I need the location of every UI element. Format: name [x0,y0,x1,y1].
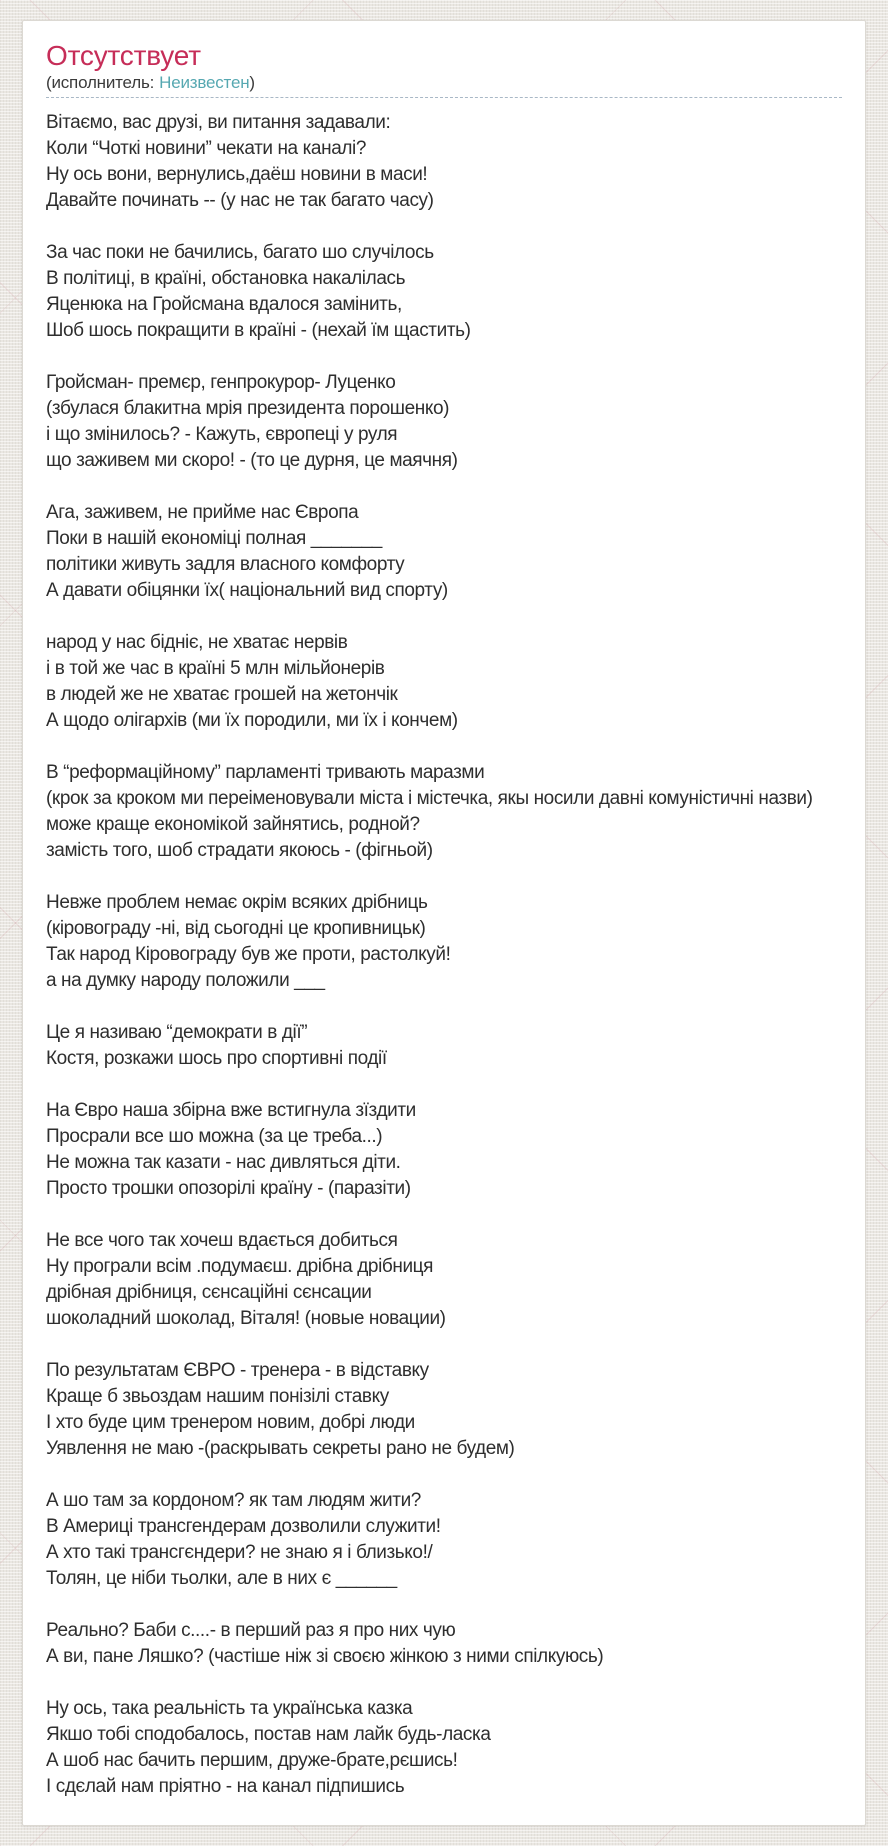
lyric-line: На Євро наша збірна вже встигнула зїздити [46,1100,416,1121]
lyric-line: Ага, заживем, не прийме нас Європа [46,502,359,523]
lyric-line: А хто такі трансгєндери? не знаю я і близько!/ [46,1542,433,1563]
lyric-line: В політиці, в країні, обстановка накалілась [46,268,406,289]
lyric-line: Ну ось вони, вернулись,даёш новини в маси! [46,164,428,185]
lyric-line: І хто буде цим тренером новим, добрі люди [46,1412,415,1433]
lyrics-text [46,110,842,1800]
lyric-line: і в той же час в країні 5 млн мільйонерів [46,658,385,679]
lyric-line: політики живуть задля власного комфорту [46,554,405,575]
stanza [46,1098,842,1202]
stanza [46,760,842,864]
lyric-line: За час поки не бачились, багато шо случілось [46,242,434,263]
artist-line [46,73,842,93]
lyric-line: в людей же не хватає грошей на жетончік [46,684,398,705]
lyric-line: Невже проблем немає окрім всяких дрібниць [46,892,428,913]
lyric-line: що заживем ми скоро! - (то це дурня, це маячня) [46,450,458,471]
lyrics-card [22,20,866,1826]
lyric-line: Реально? Баби с....- в перший раз я про них чую [46,1620,456,1641]
lyric-line: Просрали все шо можна (за це треба...) [46,1126,383,1147]
lyric-line: Це я називаю “демократи в дії” [46,1022,308,1043]
lyric-line: По результатам ЄВРО - тренера - в відставку [46,1360,429,1381]
lyric-line: Яценюка на Гройсмана вдалося замінить, [46,294,402,315]
song-title: Отсутствует [46,40,201,71]
lyric-line: Поки в нашій економіці полная _______ [46,528,382,549]
stanza [46,890,842,994]
lyric-line: Ну ось, така реальність та українська казка [46,1698,413,1719]
lyric-line: Не можна так казати - нас дивляться діти. [46,1152,401,1173]
header-separator [46,97,842,98]
lyric-line: шоколадний шоколад, Віталя! (новые новации) [46,1308,446,1329]
lyric-line: дрібная дрібниця, сєнсаційні сєнсации [46,1282,372,1303]
artist-link[interactable]: Неизвестен [159,73,250,92]
lyric-line: (крок за кроком ми переіменовували міста і містечка, якы носили давні комуністичні назви) [46,788,813,809]
lyric-line: замість того, шоб страдати якоюсь - (фігньой) [46,840,433,861]
lyric-line: Гройсман- премєр, генпрокурор- Луценко [46,372,396,393]
lyric-line: Ну програли всім .подумаєш. дрібна дрібниця [46,1256,434,1277]
lyric-line: (кіровограду -ні, від сьогодні це кропивницьк) [46,918,426,939]
stanza [46,1228,842,1332]
lyric-line: Шоб шось покращити в країні - (нехай їм щастить) [46,320,471,341]
stanza [46,500,842,604]
stanza [46,370,842,474]
lyric-line: Вітаємо, вас друзі, ви питання задавали: [46,112,391,133]
lyric-line: В Америці трансгендерам дозволили служити! [46,1516,441,1537]
stanza [46,240,842,344]
lyric-line: народ у нас бідніє, не хватає нервів [46,632,348,653]
lyric-line: Краще б звьоздам нашим понізілі ставку [46,1386,389,1407]
lyric-line: В “реформаційному” парламенті тривають маразми [46,762,485,783]
stanza [46,1020,842,1072]
stanza [46,110,842,214]
lyric-line: Толян, це ніби тьолки, але в них є ______ [46,1568,397,1589]
lyric-line: Костя, розкажи шось про спортивні події [46,1048,387,1069]
lyric-line: Просто трошки опозорілі країну - (паразіти) [46,1178,411,1199]
stanza [46,1696,842,1800]
lyric-line: А давати обіцянки їх( національний вид спорту) [46,580,448,601]
lyric-line: а на думку народу положили ___ [46,970,325,991]
stanza [46,1358,842,1462]
lyric-line: А ви, пане Ляшко? (частіше ніж зі своєю жінкою з ними спілкуюсь) [46,1646,604,1667]
lyric-line: Уявлення не маю -(раскрывать секреты рано не будем) [46,1438,515,1459]
lyric-line: А шо там за кордоном? як там людям жити? [46,1490,421,1511]
stanza [46,630,842,734]
artist-suffix: ) [249,73,255,92]
stanza [46,1618,842,1670]
lyric-line: (збулася блакитна мрія президента порошенко) [46,398,450,419]
lyric-line: І сдєлай нам пріятно - на канал підпишись [46,1776,405,1797]
lyric-line: Не все чого так хочеш вдається добиться [46,1230,398,1251]
stanza [46,1488,842,1592]
artist-label: (исполнитель: [46,73,155,92]
lyric-line: Коли “Чоткі новини” чекати на каналі? [46,138,367,159]
lyric-line: і що змінилось? - Кажуть, європеці у руля [46,424,398,445]
lyric-line: Давайте починать -- (у нас не так багато часу) [46,190,434,211]
lyric-line: може краще економікой зайнятись, родной? [46,814,420,835]
lyric-line: А щодо олігархів (ми їх породили, ми їх і кончем) [46,710,458,731]
lyric-line: Якшо тобі сподобалось, постав нам лайк будь-ласка [46,1724,491,1745]
lyric-line: А шоб нас бачить першим, друже-брате,рєшись! [46,1750,458,1771]
lyric-line: Так народ Кіровограду був же проти, растолкуй! [46,944,451,965]
